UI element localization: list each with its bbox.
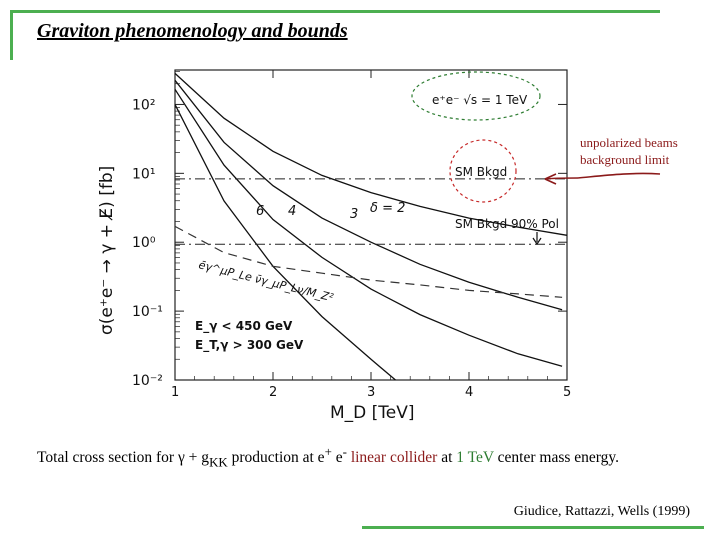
dashed-curve-label: ēγ^μP_Le ν̄γ_μP_Lν/M_Z² xyxy=(197,258,335,305)
cut-transverse-label: E_T,γ > 300 GeV xyxy=(195,338,304,352)
y-axis-label: σ(e⁺e⁻ → γ + E̸) [fb] xyxy=(97,165,117,335)
citation: Giudice, Rattazzi, Wells (1999) xyxy=(513,504,690,519)
caption xyxy=(37,441,687,472)
y-tick-label: 10⁻¹ xyxy=(132,304,163,321)
x-tick-label: 4 xyxy=(465,385,474,400)
background-note xyxy=(580,134,678,168)
sm-bkgd-label: SM Bkgd xyxy=(455,165,508,179)
caption-sub: KK xyxy=(209,454,228,470)
cut-energy-label: E_γ < 450 GeV xyxy=(195,319,293,333)
note-arrow-shaft xyxy=(545,178,578,179)
note-arrow xyxy=(578,173,660,178)
x-tick-label: 2 xyxy=(269,385,278,400)
caption-part: center mass energy. xyxy=(493,449,620,467)
note-line-2: background limit xyxy=(580,152,670,167)
note-line-1: unpolarized beams xyxy=(580,135,678,150)
dashed-background-curve xyxy=(175,226,562,297)
sm-bkgd-pol-label: SM Bkgd 90% Pol xyxy=(455,217,559,231)
y-tick-label: 10⁰ xyxy=(132,235,156,252)
caption-sup: - xyxy=(342,444,347,459)
x-tick-label: 1 xyxy=(171,385,180,400)
x-tick-label: 3 xyxy=(367,385,376,400)
curve-label-4: 4 xyxy=(288,204,297,219)
caption-part: Total cross section for γ + g xyxy=(37,449,210,467)
plot-labels xyxy=(97,72,660,423)
y-tick-label: 10⁻² xyxy=(132,373,163,389)
caption-energy: 1 TeV xyxy=(456,449,494,467)
caption-part: e xyxy=(331,449,343,467)
slide-title: Graviton phenomenology and bounds xyxy=(37,20,348,42)
caption-sup: + xyxy=(324,444,332,459)
x-axis-label: M_D [TeV] xyxy=(330,403,415,423)
y-tick-label: 10² xyxy=(132,97,156,114)
curve-label-6: 6 xyxy=(256,204,265,219)
caption-highlight: linear collider xyxy=(346,449,438,467)
caption-part: at xyxy=(437,449,457,467)
cm-energy-label: e⁺e⁻ √s = 1 TeV xyxy=(432,93,528,107)
curve-label-delta-2: δ = 2 xyxy=(370,201,406,216)
curve-label-3: 3 xyxy=(350,207,359,222)
x-tick-label: 5 xyxy=(563,385,572,400)
caption-part: production at e xyxy=(227,449,325,467)
y-tick-label: 10¹ xyxy=(132,166,156,183)
